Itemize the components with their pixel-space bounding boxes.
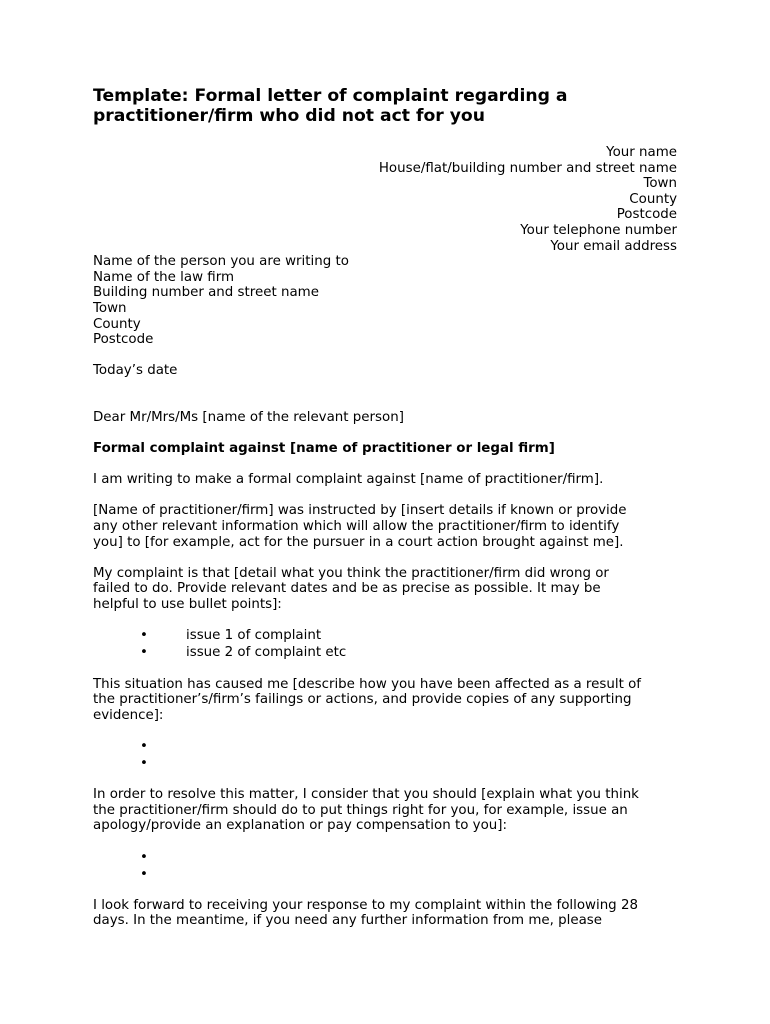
document-title: [93, 86, 677, 126]
paragraph-resolve: In order to resolve this matter, I consider that you should [explain what you think the practitioner/firm should do to put things right for you, for example, issue an apology/provide an explanation or pay compensation to you]:: [93, 787, 639, 834]
paragraph-instructed: [Name of practitioner/firm] was instructed by [insert details if known or provide any other relevant information which will allow the practitioner/firm to identify you] to [for example, act for the pursuer in a court action brought against me].: [93, 503, 627, 550]
bullet-dot: •: [140, 628, 148, 644]
list-item: [93, 739, 677, 755]
recipient-address: [93, 254, 677, 348]
salutation: Dear Mr/Mrs/Ms [name of the relevant person]: [93, 409, 404, 425]
list-item: [93, 645, 677, 661]
paragraph-complaint: My complaint is that [detail what you think the practitioner/firm did wrong or failed to do. Provide relevant dates and be as precise as possible. It may be helpful to use bullet points]:: [93, 565, 609, 613]
bullet-dot: •: [140, 645, 148, 661]
letter-date: Today’s date: [93, 363, 178, 379]
sender-street: House/flat/building number and street name: [378, 160, 677, 176]
list-item: [93, 850, 677, 866]
list-item: [93, 628, 677, 644]
list-item-text: issue 2 of complaint etc: [186, 645, 347, 661]
list-item-text: issue 1 of complaint: [186, 628, 322, 644]
letter-page: [93, 86, 677, 929]
bullet-dot: •: [140, 866, 148, 882]
recipient-person: Name of the person you are writing to: [93, 254, 349, 270]
bullet-dot: •: [140, 755, 148, 771]
sender-address: [93, 145, 677, 254]
bullet-dot: •: [140, 738, 148, 754]
sender-name: Your name: [606, 145, 677, 160]
list-item: [93, 867, 677, 883]
effect-bullets-list: [93, 739, 677, 772]
bullet-dot: •: [140, 849, 148, 865]
list-item: [93, 756, 677, 772]
paragraph-effect: This situation has caused me [describe how you have been affected as a result of the practitioner’s/firm’s failings or actions, and provide copies of any supporting evidence]:: [93, 676, 641, 723]
sender-email: Your email address: [550, 238, 677, 254]
resolve-bullets-list: [93, 850, 677, 883]
recipient-town: Town: [93, 300, 127, 316]
sender-town: Town: [643, 176, 677, 192]
complaint-issues-list: [93, 628, 677, 661]
sender-county: County: [629, 191, 677, 207]
title-line-1: Template: Formal letter of complaint regarding a: [93, 86, 568, 106]
recipient-street: Building number and street name: [93, 285, 319, 301]
paragraph-closing: I look forward to receiving your response to my complaint within the following 28 days. In the meantime, if you need any further information from me, please: [93, 897, 638, 929]
paragraph-intro: I am writing to make a formal complaint against [name of practitioner/firm].: [93, 472, 604, 488]
subject-line: Formal complaint against [name of practitioner or legal firm]: [93, 441, 555, 457]
recipient-firm: Name of the law firm: [93, 269, 235, 285]
recipient-postcode: Postcode: [93, 332, 154, 348]
title-line-2: practitioner/firm who did not act for you: [93, 106, 485, 126]
sender-postcode: Postcode: [616, 207, 677, 223]
sender-telephone: Your telephone number: [520, 222, 677, 238]
recipient-county: County: [93, 316, 141, 332]
